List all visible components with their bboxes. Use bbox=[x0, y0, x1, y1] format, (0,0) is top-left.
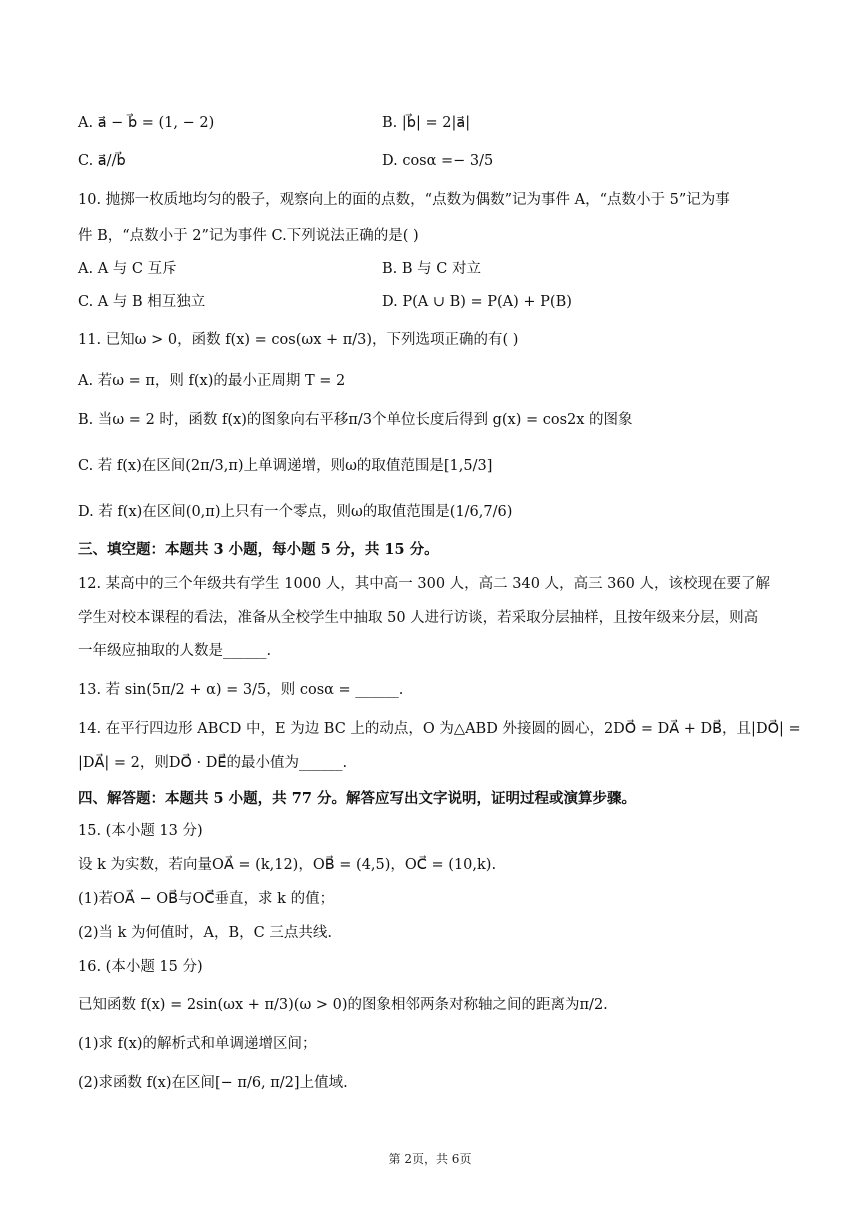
q12-line3: 一年级应抽取的人数是______. bbox=[78, 643, 272, 659]
q9-option-c: C. a⃗//b⃗ bbox=[78, 153, 126, 169]
q11-option-c: C. 若 f(x)在区间(2π/3,π)上单调递增，则ω的取值范围是[1,5/3] bbox=[78, 458, 493, 474]
q10-stem-line2: 件 B，“点数小于 2”记为事件 C.下列说法正确的是( ) bbox=[78, 228, 419, 244]
q15-stem: 设 k 为实数，若向量OA⃗ = (k,12)，OB⃗ = (4,5)，OC⃗ = (10,k). bbox=[78, 857, 497, 873]
section3-heading: 三、填空题：本题共 3 小题，每小题 5 分，共 15 分。 bbox=[78, 541, 439, 558]
q9-option-b: B. |b⃗| = 2|a⃗| bbox=[382, 115, 471, 131]
q10-option-a: A. A 与 C 互斥 bbox=[78, 261, 177, 277]
q12-line1: 12. 某高中的三个年级共有学生 1000 人，其中高一 300 人，高二 340 人，高三 360 人，该校现在要了解 bbox=[78, 576, 770, 592]
q11-stem: 11. 已知ω > 0，函数 f(x) = cos(ωx + π/3)，下列选项正确的有( ) bbox=[78, 332, 519, 348]
q9-option-a: A. a⃗ − b⃗ = (1, − 2) bbox=[78, 115, 215, 131]
q13: 13. 若 sin(5π/2 + α) = 3/5，则 cosα = ______. bbox=[78, 682, 404, 698]
q14-line1: 14. 在平行四边形 ABCD 中，E 为边 BC 上的动点，O 为△ABD 外接圆的圆心，2DO⃗ = DA⃗ + DB⃗，且|DO⃗| = bbox=[78, 721, 801, 737]
q16-part2: (2)求函数 f(x)在区间[− π/6, π/2]上值域. bbox=[78, 1075, 348, 1091]
q10-option-b: B. B 与 C 对立 bbox=[382, 261, 481, 277]
q16-part1: (1)求 f(x)的解析式和单调递增区间； bbox=[78, 1036, 317, 1052]
q9-option-d: D. cosα =− 3/5 bbox=[382, 153, 494, 169]
section4-heading: 四、解答题：本题共 5 小题，共 77 分。解答应写出文字说明，证明过程或演算步骤。 bbox=[78, 790, 636, 807]
q14-line2: |DA⃗| = 2，则DO⃗ · DE⃗的最小值为______. bbox=[78, 755, 348, 771]
page-footer: 第 2页，共 6页 bbox=[388, 1152, 472, 1166]
q11-option-d: D. 若 f(x)在区间(0,π)上只有一个零点，则ω的取值范围是(1/6,7/6) bbox=[78, 504, 513, 520]
q16-stem: 已知函数 f(x) = 2sin(ωx + π/3)(ω > 0)的图象相邻两条对称轴之间的距离为π/2. bbox=[78, 997, 608, 1013]
q15-part1: (1)若OA⃗ − OB⃗与OC⃗垂直，求 k 的值； bbox=[78, 891, 335, 907]
q10-option-d: D. P(A ∪ B) = P(A) + P(B) bbox=[382, 294, 572, 310]
q10-stem-line1: 10. 抛掷一枚质地均匀的骰子，观察向上的面的点数，“点数为偶数”记为事件 A，“点数小于 5”记为事 bbox=[78, 192, 730, 208]
q10-option-c: C. A 与 B 相互独立 bbox=[78, 294, 206, 310]
q12-line2: 学生对校本课程的看法，准备从全校学生中抽取 50 人进行访谈，若采取分层抽样，且按年级来分层，则高 bbox=[78, 610, 759, 626]
q11-option-b: B. 当ω = 2 时，函数 f(x)的图象向右平移π/3个单位长度后得到 g(x) = cos2x 的图象 bbox=[78, 412, 633, 428]
q16-heading: 16. (本小题 15 分) bbox=[78, 959, 203, 975]
q15-heading: 15. (本小题 13 分) bbox=[78, 823, 203, 839]
q11-option-a: A. 若ω = π，则 f(x)的最小正周期 T = 2 bbox=[78, 373, 346, 389]
q15-part2: (2)当 k 为何值时，A，B，C 三点共线. bbox=[78, 925, 332, 941]
